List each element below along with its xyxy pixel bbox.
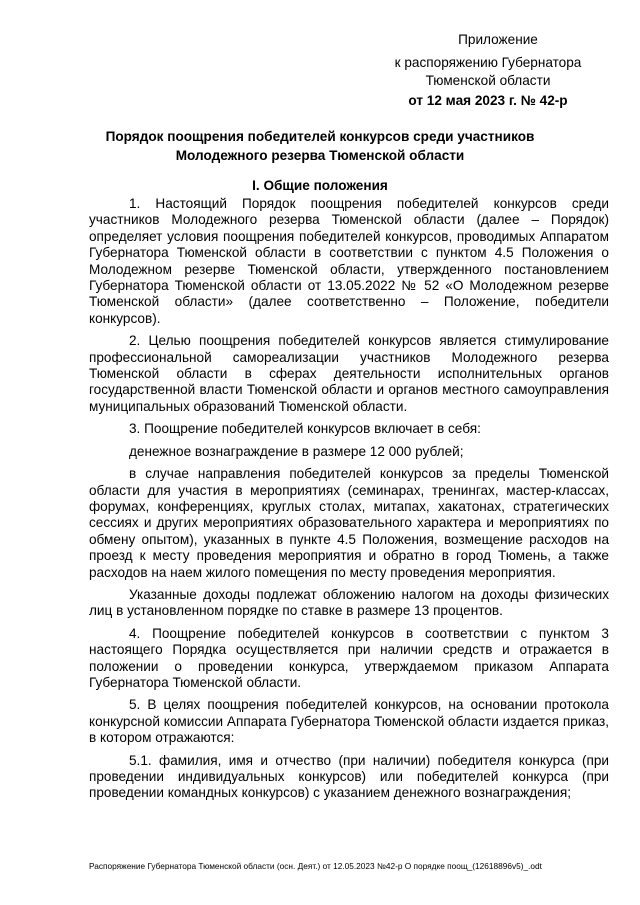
paragraph-3-item-1: денежное вознаграждение в размере 12 000 рублей; bbox=[129, 443, 464, 459]
section-heading: I. Общие положения bbox=[252, 178, 388, 193]
title-line-1: Порядок поощрения победителей конкурсов среди участников bbox=[105, 129, 535, 144]
title-line-2: Молодежного резерва Тюменской области bbox=[175, 148, 465, 163]
approval-date-number: от 12 мая 2023 г. № 42-р bbox=[408, 93, 568, 108]
file-footer: Распоряжение Губернатора Тюменской области (осн. Деят.) от 12.05.2023 №42-р О порядке поощ_(12618896v5)_.odt bbox=[89, 861, 542, 871]
paragraph-3: 3. Поощрение победителей конкурсов включает в себя: bbox=[129, 421, 481, 437]
approval-order-ref: к распоряжению Губернатора bbox=[394, 55, 582, 70]
paragraph-2: 2. Целью поощрения победителей конкурсов является стимулирование профессиональной самореализации участников Молодежного резерва Тюменской области в сферах деятельности исполнительных органов государственной власти Тюменской области и органов местного самоуправления муниципальных образований Тюменской области. bbox=[89, 333, 609, 414]
appendix-label: Приложение bbox=[458, 32, 538, 47]
document-body bbox=[89, 196, 609, 808]
approval-region: Тюменской области bbox=[425, 73, 551, 88]
document-title bbox=[60, 127, 580, 165]
paragraph-5: 5. В целях поощрения победителей конкурсов, на основании протокола конкурсной комиссии Аппарата Губернатора Тюменской области издается приказ, в котором отражаются: bbox=[89, 697, 609, 746]
paragraph-tax-note: Указанные доходы подлежат обложению налогом на доходы физических лиц в установленном порядке по ставке в размере 13 процентов. bbox=[89, 586, 609, 619]
paragraph-5-1: 5.1. фамилия, имя и отчество (при наличии) победителя конкурса (при проведении индивидуальных конкурсов) или победителей конкурса (при проведении командных конкурсов) с указанием денежного вознаграждения; bbox=[89, 752, 609, 801]
paragraph-3-item-2: в случае направления победителей конкурсов за пределы Тюменской области для участия в мероприятиях (семинарах, тренингах, мастер-классах, форумах, конференциях, круглых столах, митапах, хакатонах, стратегических сессиях и других мероприятиях образовательного характера и мероприятиях по обмену опытом), указанных в пункте 4.5 Положения, возмещение расходов на проезд к месту проведения мероприятия и обратно в город Тюмень, а также расходов на наем жилого помещения по месту проведения мероприятия. bbox=[89, 466, 609, 580]
paragraph-4: 4. Поощрение победителей конкурсов в соответствии с пунктом 3 настоящего Порядка осуществляется при наличии средств и отражается в положении о проведении конкурса, утверждаемом приказом Аппарата Губернатора Тюменской области. bbox=[89, 625, 609, 690]
paragraph-1: 1. Настоящий Порядок поощрения победителей конкурсов среди участников Молодежного резерва Тюменской области (далее – Порядок) определяет условия поощрения победителей конкурсов, проводимых Аппаратом Губернатора Тюменской области в соответствии с пунктом 4.5 Положения о Молодежном резерве Тюменской области, утвержденного постановлением Губернатора Тюменской области от 13.05.2022 № 52 «О Молодежном резерве Тюменской области» (далее соответственно – Положение, победители конкурсов). bbox=[89, 196, 609, 326]
